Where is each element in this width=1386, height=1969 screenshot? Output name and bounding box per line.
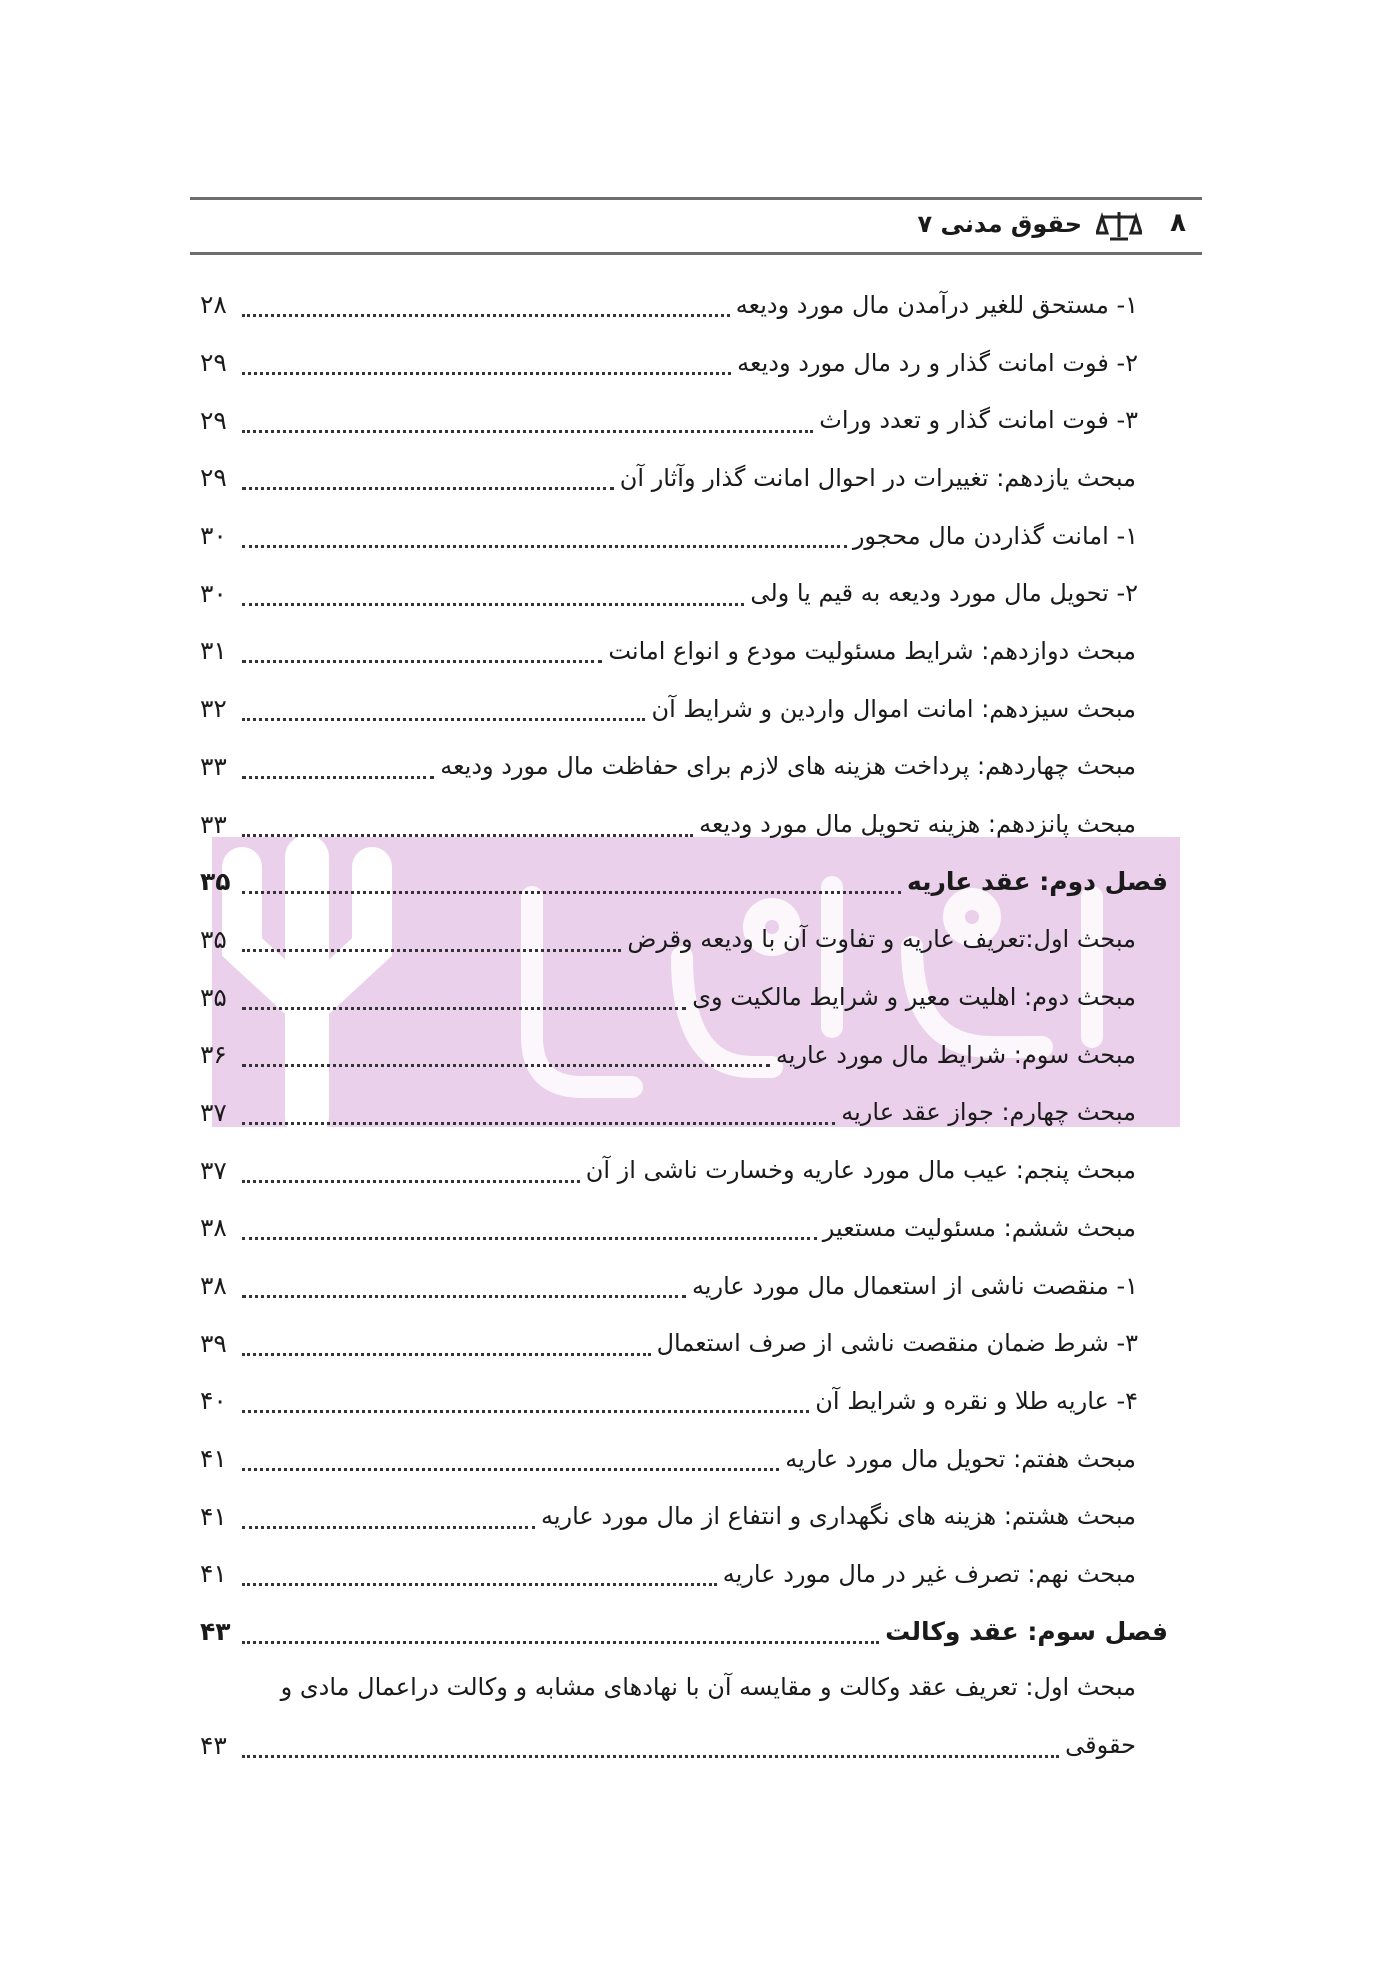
toc-entry-title: مبحث چهارم: جواز عقد عاریه	[841, 1098, 1136, 1127]
toc-dot-leader	[242, 766, 434, 779]
toc-page-number: ۴۳	[200, 1730, 227, 1760]
toc-section-entry	[200, 680, 1168, 738]
toc-entry-title: فصل سوم: عقد وکالت	[885, 1617, 1168, 1647]
toc-section-entry	[200, 1199, 1168, 1257]
table-of-contents	[200, 276, 1168, 1776]
toc-dot-leader	[242, 1170, 580, 1183]
toc-dot-leader	[242, 824, 693, 837]
toc-section-entry	[200, 795, 1168, 853]
toc-entry-line2	[200, 1730, 1136, 1760]
toc-subsection-entry	[200, 391, 1168, 449]
toc-dot-leader	[242, 1631, 879, 1644]
toc-entry-title: ۱- منقصت ناشی از استعمال مال مورد عاریه	[691, 1271, 1138, 1300]
toc-section-entry	[200, 1430, 1168, 1488]
toc-page-number: ۳۲	[200, 694, 227, 724]
toc-entry-title: مبحث اول:تعریف عاریه و تفاوت آن با ودیعه وقرض	[627, 925, 1136, 954]
toc-subsection-entry	[200, 276, 1168, 334]
toc-page-number: ۴۰	[200, 1386, 227, 1416]
toc-section-entry-wrapped	[200, 1661, 1168, 1776]
toc-entry-title: مبحث یازدهم: تغییرات در احوال امانت گذار وآثار آن	[619, 463, 1136, 492]
toc-dot-leader	[242, 997, 686, 1010]
toc-page-number: ۳۷	[200, 1097, 227, 1127]
toc-dot-leader	[242, 1343, 651, 1356]
toc-page-number: ۳۹	[200, 1328, 227, 1358]
toc-dot-leader	[242, 420, 813, 433]
toc-page-number: ۲۹	[200, 348, 227, 378]
toc-dot-leader	[242, 1400, 809, 1413]
toc-entry-title: مبحث دوازدهم: شرایط مسئولیت مودع و انواع امانت	[608, 636, 1136, 665]
toc-page-number: ۳۶	[200, 1040, 227, 1070]
toc-dot-leader	[242, 1573, 717, 1586]
toc-dot-leader	[242, 362, 731, 375]
toc-section-entry	[200, 1487, 1168, 1545]
toc-section-entry	[200, 1141, 1168, 1199]
toc-entry-title: مبحث هفتم: تحویل مال مورد عاریه	[785, 1444, 1136, 1473]
book-title: حقوق مدنی ۷	[917, 210, 1082, 238]
toc-entry-title: ۱- مستحق للغیر درآمدن مال مورد ودیعه	[735, 290, 1138, 319]
page-number: ۸	[1170, 208, 1186, 238]
toc-subsection-entry	[200, 564, 1168, 622]
toc-subsection-entry	[200, 1372, 1168, 1430]
toc-section-entry	[200, 449, 1168, 507]
toc-page-number: ۳۱	[200, 636, 227, 666]
toc-entry-title-line1: مبحث اول: تعریف عقد وکالت و مقایسه آن با نهادهای مشابه و وکالت دراعمال مادی و	[280, 1672, 1136, 1701]
page-header	[190, 197, 1202, 255]
toc-dot-leader	[242, 1054, 770, 1067]
toc-entry-title: مبحث نهم: تصرف غیر در مال مورد عاریه	[722, 1559, 1136, 1588]
toc-section-entry	[200, 1084, 1168, 1142]
toc-page-number: ۳۸	[200, 1271, 227, 1301]
toc-entry-title-line2: حقوقی	[1065, 1731, 1136, 1759]
toc-entry-title: ۲- فوت امانت گذار و رد مال مورد ودیعه	[737, 348, 1138, 377]
toc-dot-leader	[242, 304, 730, 317]
toc-section-entry	[200, 1026, 1168, 1084]
toc-page-number: ۳۸	[200, 1213, 227, 1243]
toc-entry-title: فصل دوم: عقد عاریه	[906, 867, 1168, 897]
toc-section-entry	[200, 622, 1168, 680]
toc-entry-title: مبحث سوم: شرایط مال مورد عاریه	[775, 1040, 1136, 1069]
toc-page-number: ۲۸	[200, 290, 227, 320]
toc-page-number: ۴۱	[200, 1501, 227, 1531]
toc-page-number: ۴۱	[200, 1444, 227, 1474]
toc-dot-leader	[242, 1516, 535, 1529]
toc-entry-title: مبحث پانزدهم: هزینه تحویل مال مورد ودیعه	[699, 810, 1136, 839]
toc-page-number: ۳۳	[200, 809, 227, 839]
toc-section-entry	[200, 1545, 1168, 1603]
toc-entry-title: ۴- عاریه طلا و نقره و شرایط آن	[815, 1386, 1138, 1415]
toc-entry-title: مبحث سیزدهم: امانت اموال واردین و شرایط آن	[651, 694, 1136, 723]
toc-page-number: ۴۳	[200, 1617, 231, 1647]
toc-dot-leader	[242, 650, 602, 663]
toc-dot-leader	[242, 881, 901, 894]
toc-entry-title: مبحث هشتم: هزینه های نگهداری و انتفاع از مال مورد عاریه	[540, 1502, 1136, 1531]
toc-chapter-entry	[200, 1603, 1168, 1661]
toc-entry-title: ۳- فوت امانت گذار و تعدد وراث	[819, 406, 1138, 435]
toc-page-number: ۲۹	[200, 405, 227, 435]
toc-page-number: ۳۰	[200, 521, 227, 551]
toc-dot-leader	[242, 708, 645, 721]
toc-entry-title: مبحث چهاردهم: پرداخت هزینه های لازم برای حفاظت مال مورد ودیعه	[440, 752, 1136, 781]
toc-dot-leader	[242, 535, 847, 548]
toc-page-number: ۴۱	[200, 1559, 227, 1589]
toc-page-number: ۳۵	[200, 982, 227, 1012]
toc-dot-leader	[242, 593, 744, 606]
toc-entry-title: ۱- امانت گذاردن مال محجور	[852, 521, 1138, 550]
toc-entry-title: ۳- شرط ضمان منقصت ناشی از صرف استعمال	[656, 1329, 1138, 1358]
toc-page-number: ۳۵	[200, 924, 227, 954]
toc-dot-leader	[242, 1227, 817, 1240]
toc-subsection-entry	[200, 1257, 1168, 1315]
toc-dot-leader	[242, 1112, 835, 1125]
toc-chapter-entry	[200, 853, 1168, 911]
toc-page-number: ۳۰	[200, 578, 227, 608]
toc-dot-leader	[242, 939, 621, 952]
toc-entry-title: ۲- تحویل مال مورد ودیعه به قیم یا ولی	[750, 579, 1138, 608]
toc-dot-leader	[242, 1745, 1059, 1758]
toc-dot-leader	[242, 1458, 779, 1471]
toc-dot-leader	[242, 477, 614, 490]
toc-entry-title: مبحث ششم: مسئولیت مستعیر	[822, 1213, 1136, 1242]
toc-page-number: ۲۹	[200, 463, 227, 493]
toc-page-number: ۳۵	[200, 867, 231, 897]
toc-subsection-entry	[200, 507, 1168, 565]
toc-subsection-entry	[200, 1314, 1168, 1372]
toc-entry-title: مبحث دوم: اهلیت معیر و شرایط مالکیت وی	[692, 983, 1136, 1012]
scales-icon	[1096, 209, 1142, 243]
toc-subsection-entry	[200, 334, 1168, 392]
toc-section-entry	[200, 968, 1168, 1026]
toc-section-entry	[200, 911, 1168, 969]
toc-entry-title: مبحث پنجم: عیب مال مورد عاریه وخسارت ناشی از آن	[585, 1156, 1136, 1185]
toc-page-number: ۳۳	[200, 751, 227, 781]
toc-page-number: ۳۷	[200, 1155, 227, 1185]
toc-dot-leader	[242, 1285, 686, 1298]
toc-section-entry	[200, 738, 1168, 796]
